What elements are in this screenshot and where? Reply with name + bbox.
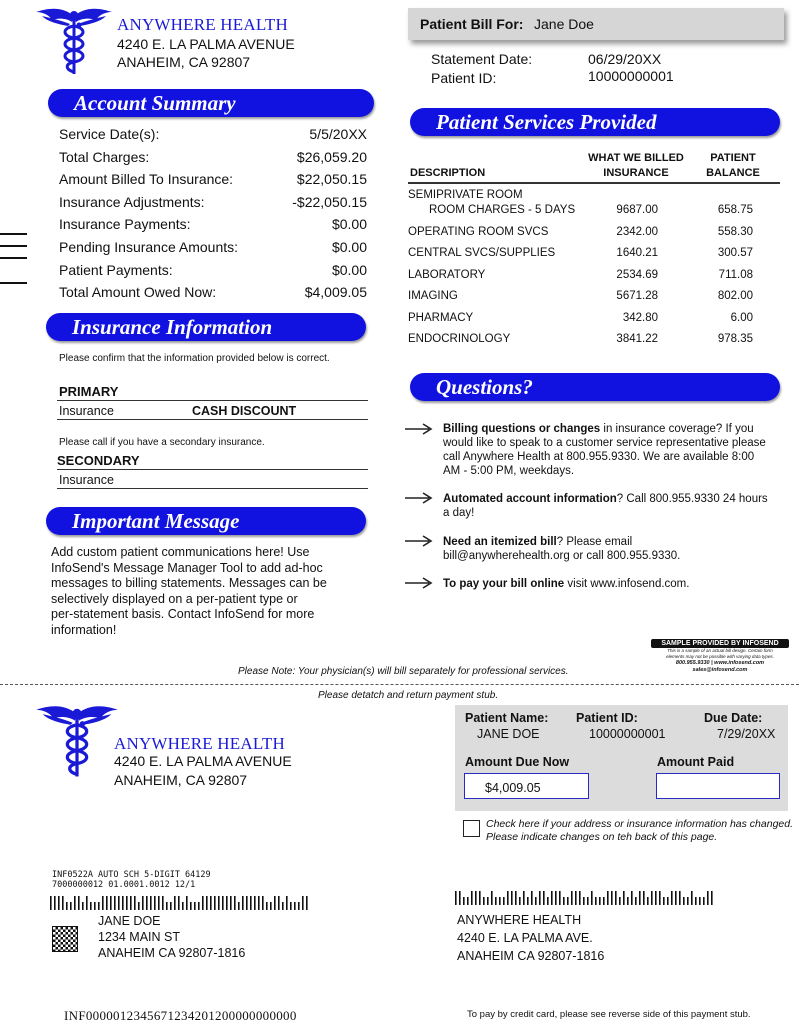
important-message-line: InfoSend's Message Manager Tool to add ad-hoc xyxy=(51,560,323,575)
service-billed: 2342.00 xyxy=(616,226,658,238)
barcode-bar xyxy=(106,896,108,910)
barcode-bar xyxy=(230,896,232,910)
mail-scan-line1: INF0522A AUTO SCH 5-DIGIT 64129 xyxy=(52,870,211,880)
barcode-bar xyxy=(475,891,477,905)
divider xyxy=(57,400,368,401)
provider-address-line2: ANAHEIM, CA 92807 xyxy=(117,54,251,70)
barcode-bar xyxy=(563,897,565,905)
barcode-bar xyxy=(543,891,545,905)
credit-card-note: To pay by credit card, please see reverse side of this payment stub. xyxy=(467,1009,751,1020)
stub-amount-paid-input[interactable] xyxy=(656,773,780,799)
barcode-bar xyxy=(150,896,152,910)
barcode-bar xyxy=(74,896,76,910)
barcode-bar xyxy=(507,891,509,905)
col-header-billed xyxy=(585,151,687,181)
arrow-right-icon xyxy=(405,492,435,504)
remit-address xyxy=(457,911,604,965)
sample-badge-email: sales@infosend.com xyxy=(692,667,748,673)
barcode-bar xyxy=(82,902,84,910)
important-message-line: per-statement basis. Contact InfoSend for more xyxy=(51,607,315,621)
barcode-bar xyxy=(511,891,513,905)
stub-patient-id-label: Patient ID: xyxy=(576,711,638,725)
account-summary-row xyxy=(59,262,367,282)
service-description: LABORATORY xyxy=(408,268,486,281)
service-description: SEMIPRIVATE ROOM xyxy=(408,189,523,201)
address-change-note-line1: Check here if your address or insurance information has changed. xyxy=(486,818,794,830)
barcode-bar xyxy=(691,891,693,905)
barcode-bar xyxy=(619,897,621,905)
barcode-bar xyxy=(282,902,284,910)
barcode-bar xyxy=(591,891,593,905)
service-description: PHARMACY xyxy=(408,311,474,324)
barcode-bar xyxy=(58,896,60,910)
account-summary-value: $0.00 xyxy=(331,239,367,255)
divider xyxy=(57,488,368,489)
barcode-bar xyxy=(278,896,280,910)
barcode-bar xyxy=(246,896,248,910)
account-summary-row xyxy=(59,194,367,214)
barcode-bar xyxy=(54,896,56,910)
account-summary-row xyxy=(59,216,367,236)
account-summary-value: $22,050.15 xyxy=(296,171,367,188)
col-header-description: DESCRIPTION xyxy=(410,167,486,179)
account-summary-label: Insurance Adjustments: xyxy=(59,193,205,210)
barcode-bar xyxy=(266,902,268,910)
barcode-bar xyxy=(683,897,685,905)
divider xyxy=(408,182,780,184)
bill-for-label: Patient Bill For: xyxy=(420,16,524,32)
barcode-bar xyxy=(467,897,469,905)
account-summary-value: $0.00 xyxy=(331,216,367,233)
barcode-bar xyxy=(583,897,585,905)
account-summary-value: $0.00 xyxy=(331,261,367,278)
barcode-bar xyxy=(90,902,92,910)
barcode-bar xyxy=(70,902,72,910)
barcode-bar xyxy=(66,902,68,910)
account-summary-value: -$22,050.15 xyxy=(292,193,367,210)
barcode-bar xyxy=(655,891,657,905)
service-row xyxy=(408,247,753,263)
provider-name: ANYWHERE HEALTH xyxy=(117,15,288,34)
primary-insurance-value: CASH DISCOUNT xyxy=(192,404,297,418)
service-description: ENDOCRINOLOGY xyxy=(408,333,511,345)
barcode-bar xyxy=(711,891,713,905)
service-description: IMAGING xyxy=(408,290,458,303)
service-sub-description: ROOM CHARGES - 5 DAYS xyxy=(429,204,576,216)
address-change-note-line2: Please indicate changes on teh back of this page. xyxy=(486,831,718,843)
service-row xyxy=(408,269,753,285)
account-summary-label: Service Date(s): xyxy=(59,126,160,142)
barcode-bar xyxy=(302,896,304,910)
barcode-bar xyxy=(647,897,649,905)
caduceus-logo-icon xyxy=(34,703,120,779)
barcode-bar xyxy=(190,902,192,910)
account-summary-value: 5/5/20XX xyxy=(309,126,367,142)
barcode-bar xyxy=(122,896,124,910)
fold-mark xyxy=(0,233,27,235)
service-billed: 342.80 xyxy=(622,311,658,324)
barcode-bar xyxy=(639,891,641,905)
account-summary-row xyxy=(59,239,367,259)
barcode-bar xyxy=(627,897,629,905)
arrow-right-icon xyxy=(405,577,435,589)
barcode-bar xyxy=(174,896,176,910)
barcode-bar xyxy=(234,896,236,910)
barcode-bar xyxy=(611,891,613,905)
insurance-information-banner: Insurance Information xyxy=(46,313,366,341)
question-billing-bold: Billing questions or changes xyxy=(443,423,601,435)
barcode-bar xyxy=(146,896,148,910)
mailing-address xyxy=(98,913,245,961)
service-billed: 1640.21 xyxy=(616,247,658,260)
mail-scan-line2: 7000000012 01.0001.0012 12/1 xyxy=(52,880,196,890)
barcode-bar xyxy=(290,902,292,910)
barcode-bar xyxy=(62,896,64,910)
barcode-bar xyxy=(551,891,553,905)
barcode-bar xyxy=(499,897,501,905)
barcode-bar xyxy=(595,897,597,905)
barcode-bar xyxy=(298,902,300,910)
account-summary-value: $4,009.05 xyxy=(304,284,367,301)
barcode-bar xyxy=(162,896,164,910)
barcode-bar xyxy=(222,896,224,910)
barcode-bar xyxy=(503,897,505,905)
barcode-bar xyxy=(487,897,489,905)
barcode-bar xyxy=(274,896,276,910)
barcode-bar xyxy=(687,897,689,905)
barcode-bar xyxy=(547,897,549,905)
barcode-bar xyxy=(635,897,637,905)
barcode-bar xyxy=(262,896,264,910)
col-header-balance xyxy=(700,151,766,181)
barcode-bar xyxy=(98,902,100,910)
patient-id-label: Patient ID: xyxy=(431,70,497,86)
barcode-bar xyxy=(603,897,605,905)
barcode-bar xyxy=(78,896,80,910)
barcode-bar xyxy=(699,897,701,905)
account-summary-label: Pending Insurance Amounts: xyxy=(59,239,239,255)
question-itemized xyxy=(443,535,713,563)
barcode-bar xyxy=(663,897,665,905)
col-header-balance-line2: BALANCE xyxy=(706,167,760,179)
barcode-bar xyxy=(599,897,601,905)
divider xyxy=(57,469,368,470)
sample-badge-contact: 800.955.9330 | www.infosend.com xyxy=(675,660,765,666)
service-billed: 5671.28 xyxy=(616,290,658,303)
mailing-name: JANE DOE xyxy=(98,914,161,928)
barcode-bar xyxy=(258,896,260,910)
barcode-bar xyxy=(671,891,673,905)
account-summary-value: $26,059.20 xyxy=(296,148,367,165)
stub-patient-name: JANE DOE xyxy=(477,727,540,741)
barcode-bar xyxy=(158,896,160,910)
sample-badge-title: SAMPLE PROVIDED BY INFOSEND xyxy=(651,639,789,648)
account-summary-label: Patient Payments: xyxy=(59,261,173,278)
barcode-bar xyxy=(527,897,529,905)
service-balance: 802.00 xyxy=(717,290,753,303)
barcode-bar xyxy=(651,891,653,905)
barcode-bar xyxy=(94,902,96,910)
barcode-bar xyxy=(515,891,517,905)
barcode-bar xyxy=(294,902,296,910)
service-row xyxy=(408,204,753,220)
sample-badge-line1: This is a sample of an actual bill design. Certain form xyxy=(667,648,773,653)
barcode-bar xyxy=(238,902,240,910)
question-itemized-text: ? Please email bill@anywherehealth.org or call 800.955.9330. xyxy=(443,536,681,562)
detach-note: Please detatch and return payment stub. xyxy=(318,690,499,701)
perforation-line xyxy=(0,684,799,685)
arrow-right-icon xyxy=(405,535,435,547)
fold-mark xyxy=(0,245,27,247)
account-summary-banner: Account Summary xyxy=(48,89,374,117)
insurance-confirm-note: Please confirm that the information provided below is correct. xyxy=(59,353,330,364)
account-summary-label: Total Charges: xyxy=(59,148,150,165)
mailing-address-line1: 1234 MAIN ST xyxy=(98,930,180,944)
statement-date-value: 06/29/20XX xyxy=(588,51,662,67)
question-pay-online-bold: To pay your bill online xyxy=(443,578,565,590)
barcode-bar xyxy=(463,897,465,905)
barcode-bar xyxy=(306,896,308,910)
barcode-bar xyxy=(110,896,112,910)
account-summary-row xyxy=(59,126,367,146)
account-summary-row xyxy=(59,171,367,191)
barcode-bar xyxy=(170,902,172,910)
barcode-bar xyxy=(206,896,208,910)
barcode-bar xyxy=(198,902,200,910)
barcode-bar xyxy=(242,896,244,910)
barcode-bar xyxy=(539,891,541,905)
col-header-balance-line1: PATIENT xyxy=(710,152,756,164)
service-balance: 300.57 xyxy=(717,247,753,260)
barcode-bar xyxy=(134,896,136,910)
address-change-checkbox[interactable] xyxy=(463,820,480,837)
question-automated xyxy=(443,492,773,520)
barcode-bar xyxy=(571,891,573,905)
barcode-bar xyxy=(455,891,457,905)
barcode-bar xyxy=(675,891,677,905)
ocr-scan-line: INF0000012345671234201200000000000 xyxy=(64,1008,297,1023)
barcode-bar xyxy=(182,902,184,910)
barcode-bar xyxy=(114,896,116,910)
service-balance: 658.75 xyxy=(717,204,753,216)
barcode-bar xyxy=(667,897,669,905)
service-balance: 6.00 xyxy=(730,311,753,324)
barcode-bar xyxy=(587,897,589,905)
barcode-bar xyxy=(623,891,625,905)
service-balance: 558.30 xyxy=(717,226,753,238)
barcode-bar xyxy=(210,896,212,910)
service-description: OPERATING ROOM SVCS xyxy=(408,226,549,238)
barcode-bar xyxy=(154,896,156,910)
barcode-bar xyxy=(102,896,104,910)
account-summary-row xyxy=(59,149,367,169)
stub-amount-due-label: Amount Due Now xyxy=(465,755,570,769)
barcode-bar xyxy=(202,896,204,910)
mail-scan-lines xyxy=(52,870,211,890)
col-header-billed-line2: INSURANCE xyxy=(603,167,669,179)
barcode-bar xyxy=(643,891,645,905)
service-row xyxy=(408,189,753,205)
barcode-bar xyxy=(194,902,196,910)
divider xyxy=(57,419,368,420)
barcode-bar xyxy=(226,896,228,910)
remit-name: ANYWHERE HEALTH xyxy=(457,913,582,927)
important-message-banner: Important Message xyxy=(46,507,366,535)
sample-badge-line2: elements may not be possible with varying data types. xyxy=(666,654,774,659)
stub-due-date: 7/29/20XX xyxy=(717,727,776,741)
questions-banner: Questions? xyxy=(410,373,780,401)
barcode-bar xyxy=(286,896,288,910)
barcode-bar xyxy=(523,891,525,905)
stub-amount-due-box: $4,009.05 xyxy=(464,773,589,799)
important-message-line: selectively displayed on a per-patient type or xyxy=(51,591,298,606)
important-message-line: Add custom patient communications here! Use xyxy=(51,545,310,559)
barcode-bar xyxy=(142,896,144,910)
important-message-line: information! xyxy=(51,622,117,637)
account-summary-row xyxy=(59,284,367,304)
barcode-bar xyxy=(707,891,709,905)
barcode-bar xyxy=(567,897,569,905)
account-summary-label: Insurance Payments: xyxy=(59,216,191,233)
barcode-bar xyxy=(491,891,493,905)
remit-address-line1: 4240 E. LA PALMA AVE. xyxy=(457,931,593,945)
question-billing-text: in insurance coverage? If you would like to speak to a customer service representative please call Anywhere Health at 800.955.9330. We are available 8:00 AM - 5:00 PM, weekdays. xyxy=(443,423,766,477)
barcode-bar xyxy=(218,896,220,910)
barcode-bar xyxy=(495,897,497,905)
barcode-bar xyxy=(483,897,485,905)
question-automated-text: ? Call 800.955.9330 24 hours a day! xyxy=(443,493,768,519)
account-summary-label: Total Amount Owed Now: xyxy=(59,284,217,301)
barcode-bar xyxy=(130,896,132,910)
barcode-bar xyxy=(138,902,140,910)
barcode-bar xyxy=(555,891,557,905)
service-billed: 3841.22 xyxy=(616,333,658,345)
service-row xyxy=(408,290,753,306)
barcode-bar xyxy=(535,897,537,905)
question-itemized-bold: Need an itemized bill xyxy=(443,536,557,548)
stub-patient-name-label: Patient Name: xyxy=(465,711,549,725)
service-balance: 711.08 xyxy=(718,268,753,281)
remit-address-line2: ANAHEIM CA 92807-1816 xyxy=(457,949,605,963)
barcode-bar xyxy=(254,896,256,910)
postal-barcode-icon xyxy=(50,896,312,910)
barcode-bar xyxy=(166,902,168,910)
stub-patient-id: 10000000001 xyxy=(589,727,666,741)
question-billing xyxy=(443,422,773,478)
barcode-bar xyxy=(659,891,661,905)
col-header-billed-line1: WHAT WE BILLED xyxy=(588,152,684,164)
barcode-bar xyxy=(214,896,216,910)
question-pay-online xyxy=(443,577,773,591)
stub-due-date-label: Due Date: xyxy=(704,711,763,725)
stub-provider-name: ANYWHERE HEALTH xyxy=(114,734,285,753)
question-pay-online-text: visit www.infosend.com. xyxy=(564,578,690,590)
service-description: CENTRAL SVCS/SUPPLIES xyxy=(408,247,556,260)
address-change-note xyxy=(486,818,793,844)
barcode-bar xyxy=(126,896,128,910)
barcode-bar xyxy=(531,891,533,905)
stub-provider-address-line2: ANAHEIM, CA 92807 xyxy=(114,772,248,788)
postal-barcode-icon xyxy=(455,891,717,905)
barcode-bar xyxy=(479,891,481,905)
provider-address-line1: 4240 E. LA PALMA AVENUE xyxy=(117,36,295,52)
barcode-bar xyxy=(607,891,609,905)
patient-id-value: 10000000001 xyxy=(588,68,674,84)
secondary-label: SECONDARY xyxy=(57,453,140,468)
barcode-bar xyxy=(703,897,705,905)
service-balance: 978.35 xyxy=(717,333,753,345)
barcode-bar xyxy=(50,896,52,910)
service-row xyxy=(408,312,753,328)
statement-date-label: Statement Date: xyxy=(431,51,533,67)
service-billed: 9687.00 xyxy=(616,204,658,216)
data-matrix-icon xyxy=(52,926,78,952)
patient-bill-for-bar xyxy=(408,8,784,40)
stub-amount-paid-label: Amount Paid xyxy=(657,755,735,769)
barcode-bar xyxy=(579,891,581,905)
stub-provider-address-line1: 4240 E. LA PALMA AVENUE xyxy=(114,753,292,769)
secondary-insurance-label: Insurance xyxy=(59,473,114,487)
barcode-bar xyxy=(86,896,88,910)
mailing-address-line2: ANAHEIM CA 92807-1816 xyxy=(98,946,246,960)
barcode-bar xyxy=(186,896,188,910)
service-billed: 2534.69 xyxy=(616,268,658,281)
barcode-bar xyxy=(695,897,697,905)
primary-insurance-label: Insurance xyxy=(59,404,114,418)
caduceus-logo-icon xyxy=(34,6,114,76)
service-row xyxy=(408,226,753,242)
fold-mark xyxy=(0,282,27,284)
important-message-body xyxy=(51,545,327,638)
payment-stub-panel xyxy=(455,705,788,811)
barcode-bar xyxy=(519,897,521,905)
arrow-right-icon xyxy=(405,423,435,435)
fold-mark xyxy=(0,257,27,259)
barcode-bar xyxy=(559,891,561,905)
barcode-bar xyxy=(118,896,120,910)
barcode-bar xyxy=(270,902,272,910)
question-automated-bold: Automated account information xyxy=(443,493,617,505)
barcode-bar xyxy=(615,891,617,905)
barcode-bar xyxy=(459,891,461,905)
important-message-line: messages to billing statements. Messages can be xyxy=(51,576,327,590)
barcode-bar xyxy=(250,896,252,910)
account-summary-label: Amount Billed To Insurance: xyxy=(59,171,234,188)
service-row xyxy=(408,333,753,349)
sample-badge xyxy=(651,639,789,674)
secondary-insurance-note: Please call if you have a secondary insurance. xyxy=(59,437,265,448)
patient-services-banner: Patient Services Provided xyxy=(410,108,780,136)
primary-label: PRIMARY xyxy=(59,384,119,399)
barcode-bar xyxy=(178,896,180,910)
barcode-bar xyxy=(631,891,633,905)
barcode-bar xyxy=(575,891,577,905)
bill-for-patient-name: Jane Doe xyxy=(534,16,594,32)
barcode-bar xyxy=(679,891,681,905)
barcode-bar xyxy=(471,891,473,905)
physician-note: Please Note: Your physician(s) will bill separately for professional services. xyxy=(238,666,569,677)
